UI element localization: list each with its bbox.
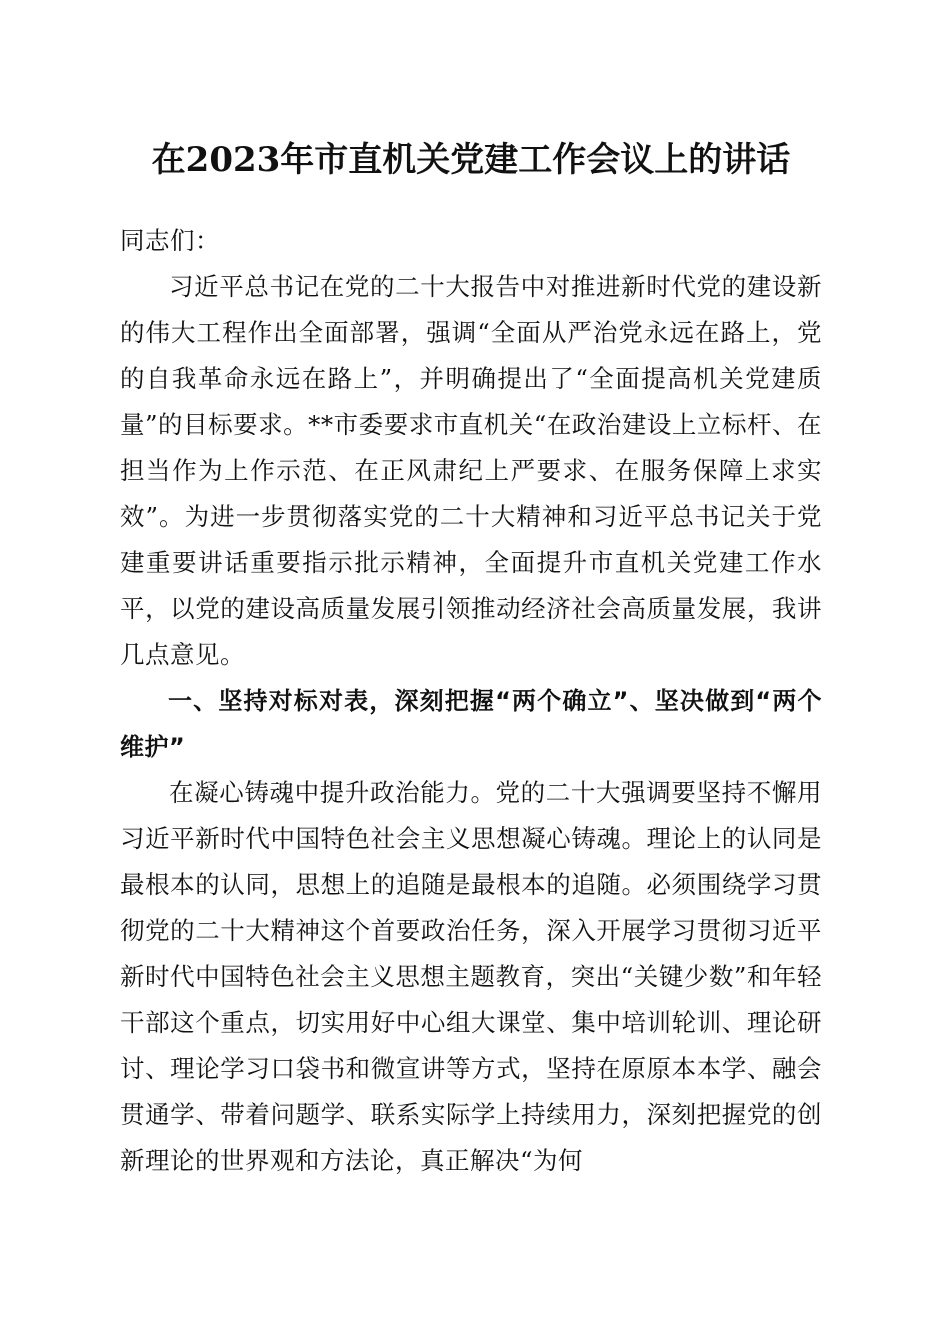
document-page (120, 128, 822, 1184)
section-1-paragraph: 在凝心铸魂中提升政治能力。党的二十大强调要坚持不懈用习近平新时代中国特色社会主义思想凝心铸魂。理论上的认同是最根本的认同，思想上的追随是最根本的追随。必须围绕学习贯彻党的二十大精神这个首要政治任务，深入开展学习贯彻习近平新时代中国特色社会主义思想主题教育，突出“关键少数”和年轻干部这个重点，切实用好中心组大课堂、集中培训轮训、理论研讨、理论学习口袋书和微宣讲等方式，坚持在原原本本学、融会贯通学、带着问题学、联系实际学上持续用力，深刻把握党的创新理论的世界观和方法论，真正解决“为何 (120, 778, 822, 1175)
salutation: 同志们： (120, 226, 220, 255)
intro-paragraph: 习近平总书记在党的二十大报告中对推进新时代党的建设新的伟大工程作出全面部署，强调“全面从严治党永远在路上，党的自我革命永远在路上”，并明确提出了“全面提高机关党建质量”的目标要求。**市委要求市直机关“在政治建设上立标杆、在担当作为上作示范、在正风肃纪上严要求、在服务保障上求实效”。为进一步贯彻落实党的二十大精神和习近平总书记关于党建重要讲话重要指示批示精神，全面提升市直机关党建工作水平，以党的建设高质量发展引领推动经济社会高质量发展，我讲几点意见。 (120, 272, 822, 669)
section-heading-1: 一、坚持对标对表，深刻把握“两个确立”、坚决做到“两个维护” (120, 687, 822, 761)
document-title: 在2023年市直机关党建工作会议上的讲话 (151, 140, 791, 180)
